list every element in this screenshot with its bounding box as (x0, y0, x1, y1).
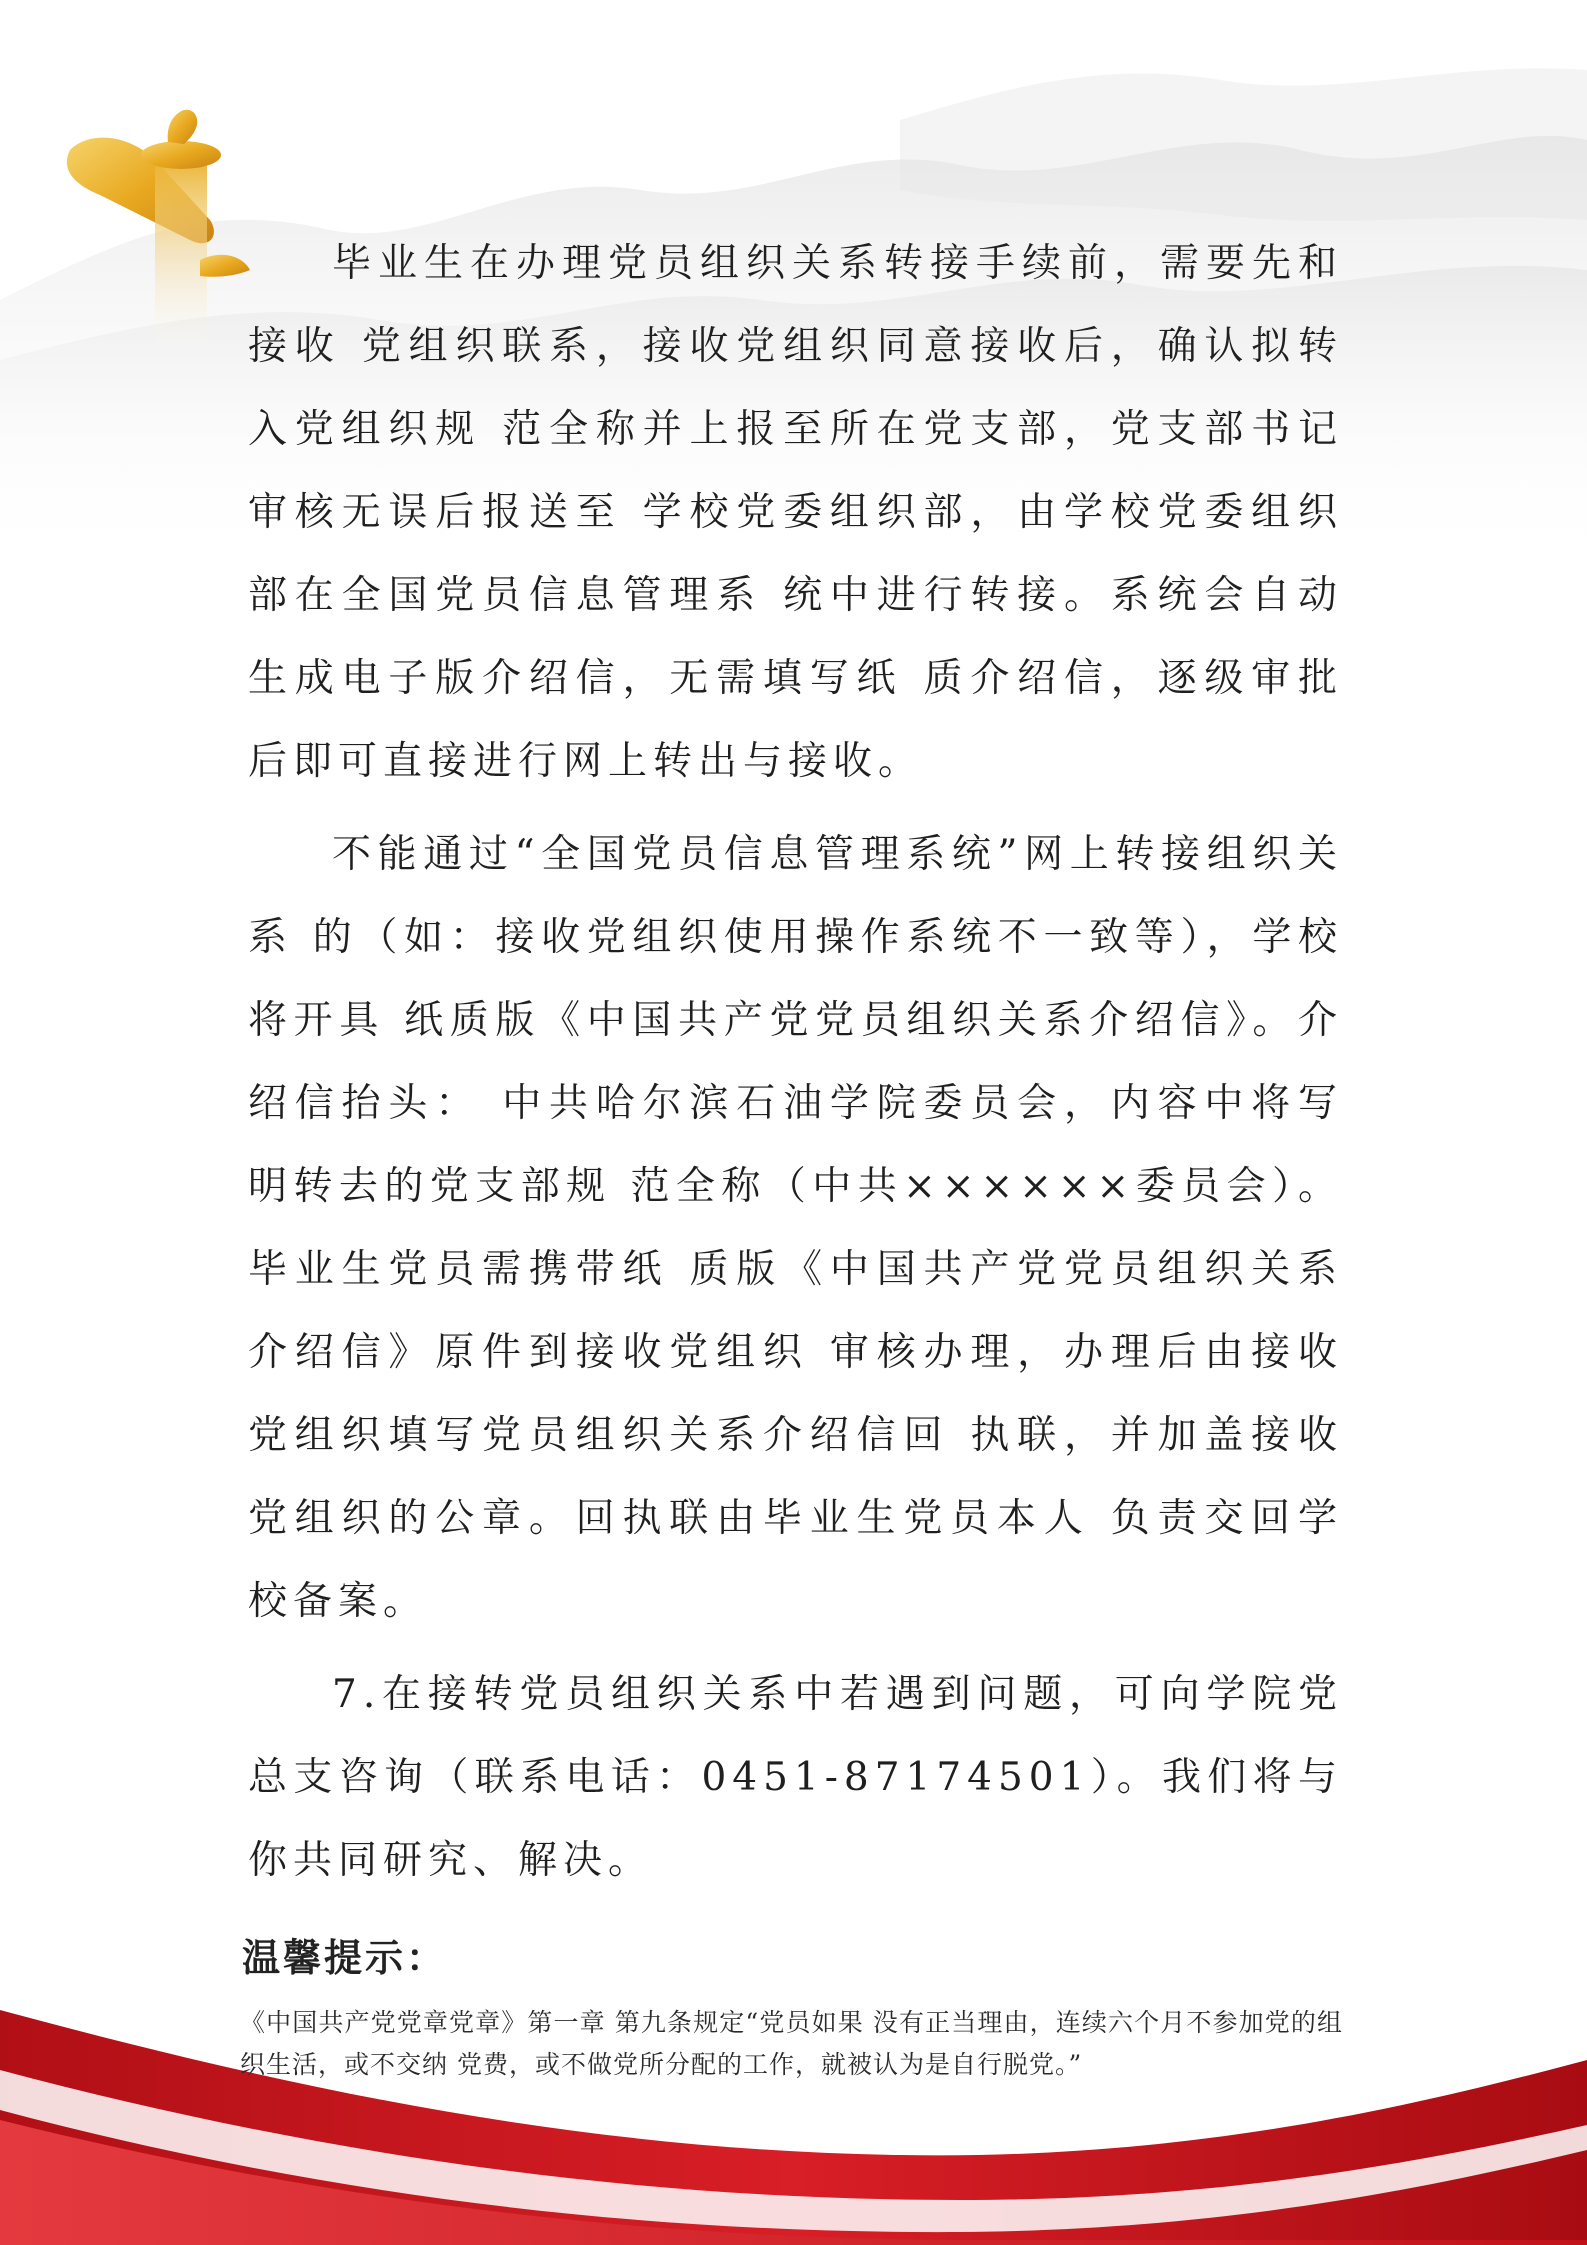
warm-tip-body: 《中国共产党党章党章》第一章 第九条规定“党员如果 没有正当理由，连续六个月不参加党的组织生活，或不交纳 党费，或不做党所分配的工作，就被认为是自行脱党。” (240, 2008, 1343, 2079)
paragraph-contact-info: 7.在接转党员组织关系中若遇到问题，可向学院党总支咨询（联系电话：0451-87174501）。我们将与你共同研究、解决。 (248, 1672, 1343, 1883)
paragraph-transfer-online: 毕业生在办理党员组织关系转接手续前，需要先和接收 党组织联系，接收党组织同意接收后，确认拟转入党组织规 范全称并上报至所在党支部，党支部书记审核无误后报送至 学校党委组织部，由学校党委组织部在全国党员信息管理系 统中进行转接。系统会自动生成电子版介绍信，无需填写纸 质介绍信，逐级审批后即可直接进行网上转出与接收。 (248, 241, 1343, 784)
document-body (240, 222, 1343, 2086)
warm-tip-heading: 温馨提示： (242, 1936, 448, 1980)
warm-tip (240, 1920, 1343, 2086)
paragraph-transfer-paper-letter: 不能通过“全国党员信息管理系统”网上转接组织关系 的（如：接收党组织使用操作系统不一致等），学校将开具 纸质版《中国共产党党员组织关系介绍信》。介绍信抬头： 中共哈尔滨石油学院委员会，内容中将写明转去的党支部规 范全称（中共××××××委员会）。毕业生党员需携带纸 质版《中国共产党党员组织关系介绍信》原件到接收党组织 审核办理，办理后由接收党组织填写党员组织关系介绍信回 执联，并加盖接收党组织的公章。回执联由毕业生党员本人 负责交回学校备案。 (248, 832, 1343, 1624)
